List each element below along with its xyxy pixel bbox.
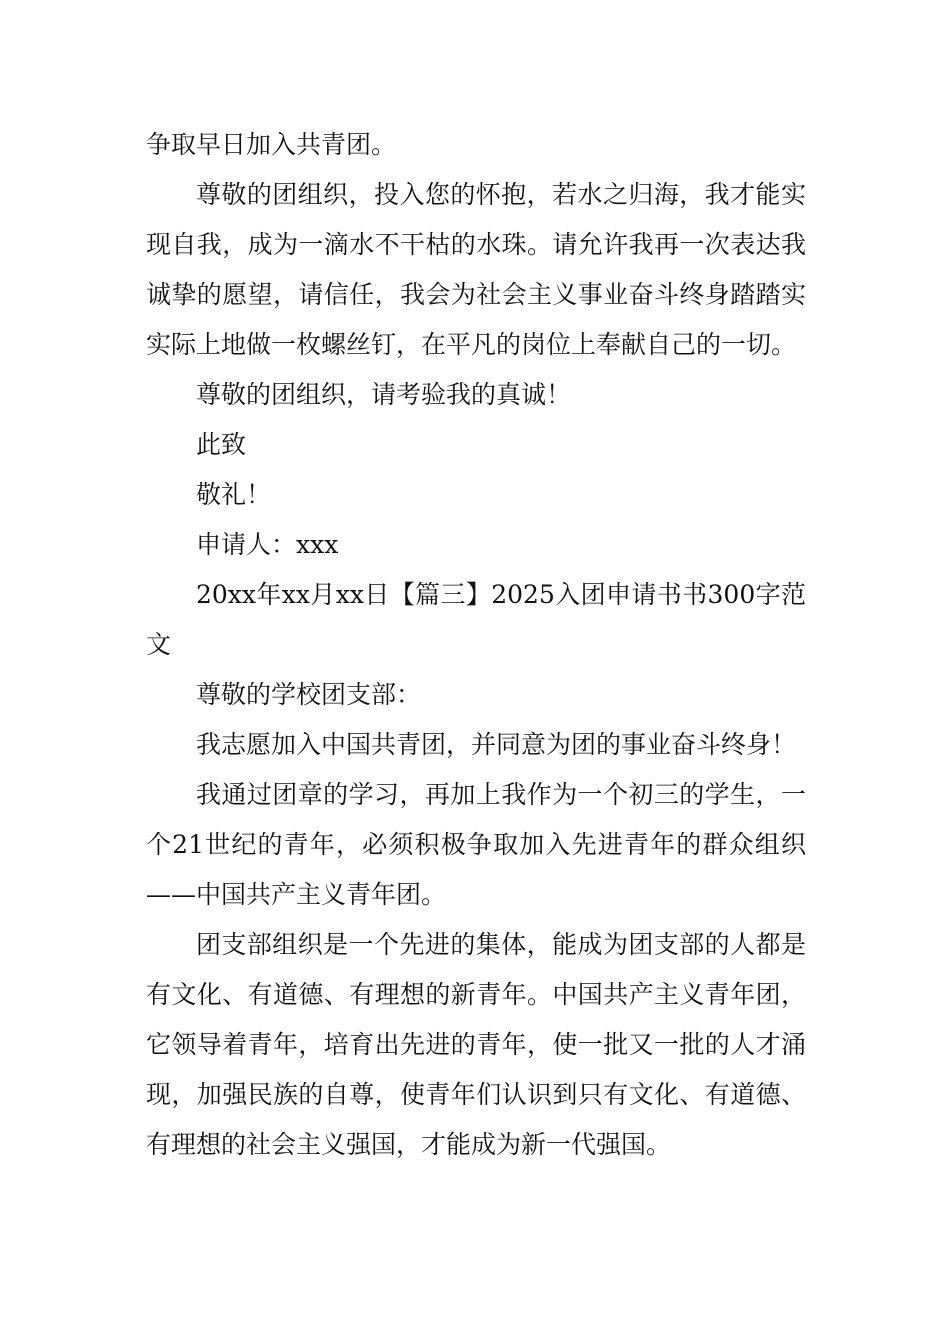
closing-salutation: 此致 bbox=[196, 430, 247, 459]
applicant-signature: 申请人：xxx bbox=[196, 530, 339, 559]
document-body bbox=[146, 120, 806, 1170]
closing-regards: 敬礼！ bbox=[196, 480, 272, 509]
letter-greeting: 尊敬的学校团支部： bbox=[196, 680, 422, 709]
paragraph-aspiration: 尊敬的团组织，投入您的怀抱，若水之归海，我才能实现自我，成为一滴水不干枯的水珠。请允许我再一次表达我诚挚的愿望，请信任，我会为社会主义事业奋斗终身踏踏实实际上地做一枚螺丝钉，在平凡的岗位上奉献自己的一切。 bbox=[146, 180, 806, 359]
paragraph-pledge: 我志愿加入中国共青团，并同意为团的事业奋斗终身！ bbox=[196, 730, 797, 759]
date-and-section-title: 20xx年xx月xx日【篇三】2025入团申请书书300字范文 bbox=[146, 580, 806, 659]
paragraph-continuation: 争取早日加入共青团。 bbox=[146, 130, 397, 159]
paragraph-organization: 团支部组织是一个先进的集体，能成为团支部的人都是有文化、有道德、有理想的新青年。中国共产主义青年团，它领导着青年，培育出先进的青年，使一批又一批的人才涌现，加强民族的自尊，使青年们认识到只有文化、有道德、有理想的社会主义强国，才能成为新一代强国。 bbox=[146, 930, 806, 1159]
paragraph-sincerity: 尊敬的团组织，请考验我的真诚！ bbox=[196, 380, 572, 409]
paragraph-study: 我通过团章的学习，再加上我作为一个初三的学生，一个21世纪的青年，必须积极争取加入先进青年的群众组织——中国共产主义青年团。 bbox=[146, 780, 806, 909]
